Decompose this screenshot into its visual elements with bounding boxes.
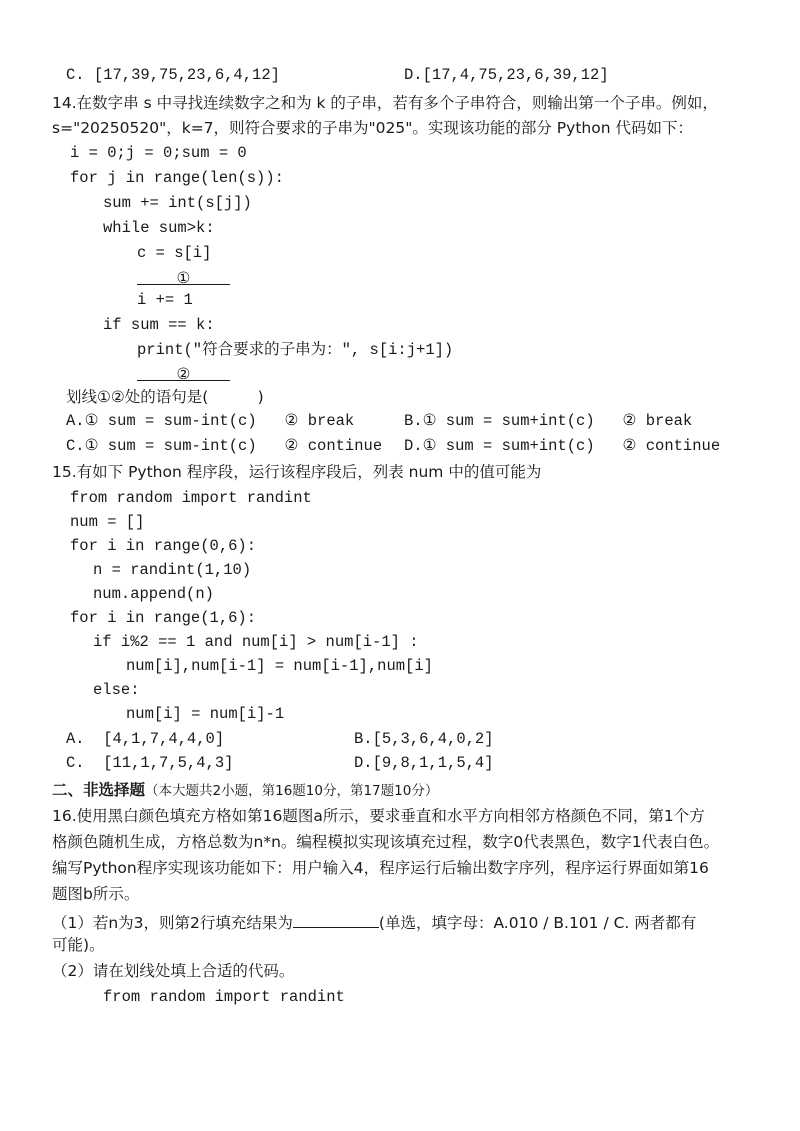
q16-code-line: from random import randint xyxy=(103,988,345,1006)
q14-option-c: C.① sum = sum-int(c) ② continue xyxy=(66,437,383,455)
q15-code-line: if i%2 == 1 and num[i] > num[i-1] : xyxy=(93,633,419,651)
q15-code-line: num[i],num[i-1] = num[i-1],num[i] xyxy=(126,657,433,675)
q16-stem-line2: 格颜色随机生成，方格总数为n*n。编程模拟实现该填充过程，数字0代表黑色，数字1代表白色。 xyxy=(52,833,720,851)
q15-option-a: A. [4,1,7,4,4,0] xyxy=(66,730,225,748)
q14-stem-line1: 14.在数字串 s 中寻找连续数字之和为 k 的子串，若有多个子串符合，则输出第一个子串。例如， xyxy=(52,94,718,112)
q14-code-line: for j in range(len(s)): xyxy=(70,169,284,187)
q16-sub1-prefix: （1）若n为3，则第2行填充结果为 xyxy=(52,914,293,932)
q15-code-line: num.append(n) xyxy=(93,585,214,603)
q15-option-c: C. [11,1,7,5,4,3] xyxy=(66,754,234,772)
q14-code-line: if sum == k: xyxy=(103,316,215,334)
section-2-heading xyxy=(52,779,438,802)
q15-stem: 15.有如下 Python 程序段，运行该程序段后，列表 num 中的值可能为 xyxy=(52,463,542,481)
q14-prompt: 划线①②处的语句是( ) xyxy=(66,388,264,406)
q14-code-line: i = 0;j = 0;sum = 0 xyxy=(70,144,247,162)
q16-sub1-line2: 可能)。 xyxy=(52,936,105,954)
q16-stem-line1: 16.使用黑白颜色填充方格如第16题图a所示，要求垂直和水平方向相邻方格颜色不同，第1个方 xyxy=(52,807,705,825)
section-2-note: （本大题共2小题，第16题10分，第17题10分） xyxy=(145,783,439,799)
q14-option-d: D.① sum = sum+int(c) ② continue xyxy=(404,437,721,455)
q16-sub1-suffix: (单选，填字母：A.010 / B.101 / C. 两者都有 xyxy=(378,914,697,932)
q15-code-line: for i in range(0,6): xyxy=(70,537,257,555)
q14-code-line: sum += int(s[j]) xyxy=(103,194,252,212)
q15-code-line: else: xyxy=(93,681,140,699)
q14-stem-line2: s="20250520"，k=7，则符合要求的子串为"025"。实现该功能的部分 Python 代码如下： xyxy=(52,119,693,137)
q15-code-line: num = [] xyxy=(70,513,145,531)
q13-option-c: C. [17,39,75,23,6,4,12] xyxy=(66,66,280,84)
q16-sub2: （2）请在划线处填上合适的代码。 xyxy=(52,962,295,980)
q16-answer-blank xyxy=(293,909,379,928)
q16-sub1 xyxy=(52,909,696,934)
section-2-title: 二、非选择题 xyxy=(52,781,146,799)
q16-stem-line3: 编写Python程序实现该功能如下：用户输入4，程序运行后输出数字序列，程序运行界面如第16 xyxy=(52,859,709,877)
q14-code-line: while sum>k: xyxy=(103,219,215,237)
q14-code-line: i += 1 xyxy=(137,291,193,309)
q15-code-line: from random import randint xyxy=(70,489,312,507)
q13-option-d: D.[17,4,75,23,6,39,12] xyxy=(404,66,609,84)
q14-code-line: print("符合要求的子串为：", s[i:j+1]) xyxy=(137,341,454,359)
q14-option-a: A.① sum = sum-int(c) ② break xyxy=(66,412,355,430)
q16-stem-line4: 题图b所示。 xyxy=(52,885,140,903)
q15-option-b: B.[5,3,6,4,0,2] xyxy=(354,730,494,748)
q15-code-line: num[i] = num[i]-1 xyxy=(126,705,285,723)
q15-code-line: for i in range(1,6): xyxy=(70,609,257,627)
q14-option-b: B.① sum = sum+int(c) ② break xyxy=(404,412,693,430)
q15-option-d: D.[9,8,1,1,5,4] xyxy=(354,754,494,772)
q15-code-line: n = randint(1,10) xyxy=(93,561,252,579)
q14-code-line: c = s[i] xyxy=(137,244,212,262)
q14-blank-2: ② xyxy=(137,358,230,381)
q14-blank-1: ① xyxy=(137,262,230,285)
